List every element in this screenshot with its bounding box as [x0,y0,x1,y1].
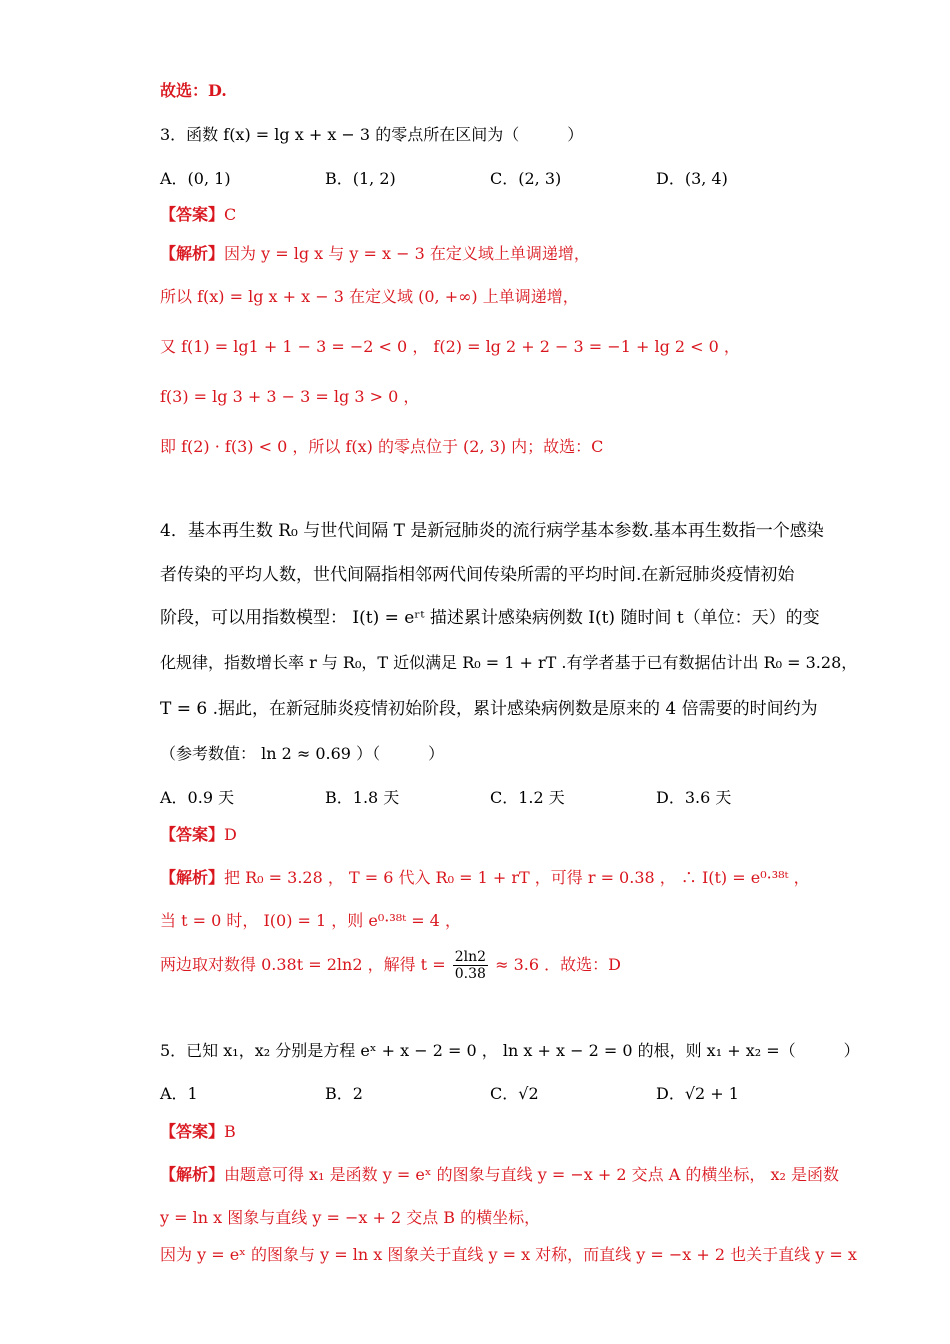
q4-stem-4: 化规律，指数增长率 r 与 R₀，T 近似满足 R₀ = 1 + rT .有学者基于已有数据估计出 R₀ = 3.28， [160,653,858,672]
q3-option-a: A．(0, 1) [160,169,231,188]
analysis-tag: 【解析】 [160,868,225,887]
q4-option-a: A．0.9 天 [160,788,235,807]
analysis-text: 把 R₀ = 3.28 ， T = 6 代入 R₀ = 1 + rT ，可得 r = 0.38 ， ∴ I(t) = e⁰·³⁸ᵗ ， [224,868,810,887]
analysis-tag: 【解析】 [160,1165,225,1184]
answer-tag: 【答案】 [160,205,225,224]
analysis-text: ≈ 3.6 ．故选：D [495,955,621,974]
q5-stem: 5．已知 x₁，x₂ 分别是方程 eˣ + x − 2 = 0 ， ln x + x − 2 = 0 的根，则 x₁ + x₂ =（ ） [160,1041,860,1060]
q3-analysis-4: f(3) = lg 3 + 3 − 3 = lg 3 > 0 ， [160,387,420,406]
q3-analysis-5: 即 f(2) · f(3) < 0 ，所以 f(x) 的零点位于 (2, 3) 内；故选：C [160,437,604,456]
q5-option-b: B．2 [325,1084,363,1103]
q5-option-d: D．√2 + 1 [656,1084,739,1103]
fraction-numerator: 2ln2 [454,949,487,965]
q3-option-c: C．(2, 3) [490,169,562,188]
q3-answer [160,204,800,226]
q5-analysis-1 [160,1164,839,1186]
q5-option-c: C．√2 [490,1084,539,1103]
q5-analysis-3: 因为 y = eˣ 的图象与 y = ln x 图象关于直线 y = x 对称，而直线 y = −x + 2 也关于直线 y = x [160,1245,857,1264]
q3-analysis-3: 又 f(1) = lg1 + 1 − 3 = −2 < 0 ， f(2) = lg 2 + 2 − 3 = −1 + lg 2 < 0 ， [160,337,740,356]
q4-stem-3: 阶段，可以用指数模型： I(t) = eʳᵗ 描述累计感染病例数 I(t) 随时间 t（单位：天）的变 [160,608,820,628]
answer-tag: 【答案】 [160,1122,225,1141]
q3-stem: 3．函数 f(x) = lg x + x − 3 的零点所在区间为（ ） [160,125,584,144]
analysis-text: 两边取对数得 0.38t = 2ln2 ，解得 t = [160,955,446,974]
q4-option-b: B．1.8 天 [325,788,400,807]
answer-value: C [224,205,237,224]
prev-conclusion: 故选：D. [160,81,227,100]
q3-analysis-1 [160,243,800,265]
q3-option-d: D．(3, 4) [656,169,728,188]
q4-analysis-3 [160,948,800,982]
answer-value: B [224,1122,236,1141]
analysis-text: 由题意可得 x₁ 是函数 y = eˣ 的图象与直线 y = −x + 2 交点 A 的横坐标， x₂ 是函数 [224,1165,839,1184]
q4-analysis-2: 当 t = 0 时， I(0) = 1 ，则 e⁰·³⁸ᵗ = 4 ， [160,911,461,930]
q4-analysis-1 [160,867,810,889]
q4-option-d: D．3.6 天 [656,788,732,807]
fraction-denominator: 0.38 [454,966,486,982]
q5-answer [160,1121,800,1143]
q3-analysis-2: 所以 f(x) = lg x + x − 3 在定义域 (0, +∞) 上单调递增， [160,287,579,306]
q4-option-c: C．1.2 天 [490,788,565,807]
q3-option-b: B．(1, 2) [325,169,396,188]
q5-option-a: A．1 [160,1084,198,1103]
q4-answer [160,824,800,846]
q4-stem-2: 者传染的平均人数，世代间隔指相邻两代间传染所需的平均时间.在新冠肺炎疫情初始 [160,565,795,585]
answer-value: D [224,825,237,844]
q4-stem-1: 4．基本再生数 R₀ 与世代间隔 T 是新冠肺炎的流行病学基本参数.基本再生数指一个感染 [160,521,824,541]
q4-stem-6: （参考数值： ln 2 ≈ 0.69 ）（ ） [160,744,445,763]
answer-tag: 【答案】 [160,825,225,844]
q5-analysis-2: y = ln x 图象与直线 y = −x + 2 交点 B 的横坐标， [160,1208,541,1227]
analysis-text: 因为 y = lg x 与 y = x − 3 在定义域上单调递增， [224,244,590,263]
q4-stem-5: T = 6 .据此，在新冠肺炎疫情初始阶段，累计感染病例数是原来的 4 倍需要的时间约为 [160,699,818,719]
fraction [453,949,488,982]
analysis-tag: 【解析】 [160,244,225,263]
